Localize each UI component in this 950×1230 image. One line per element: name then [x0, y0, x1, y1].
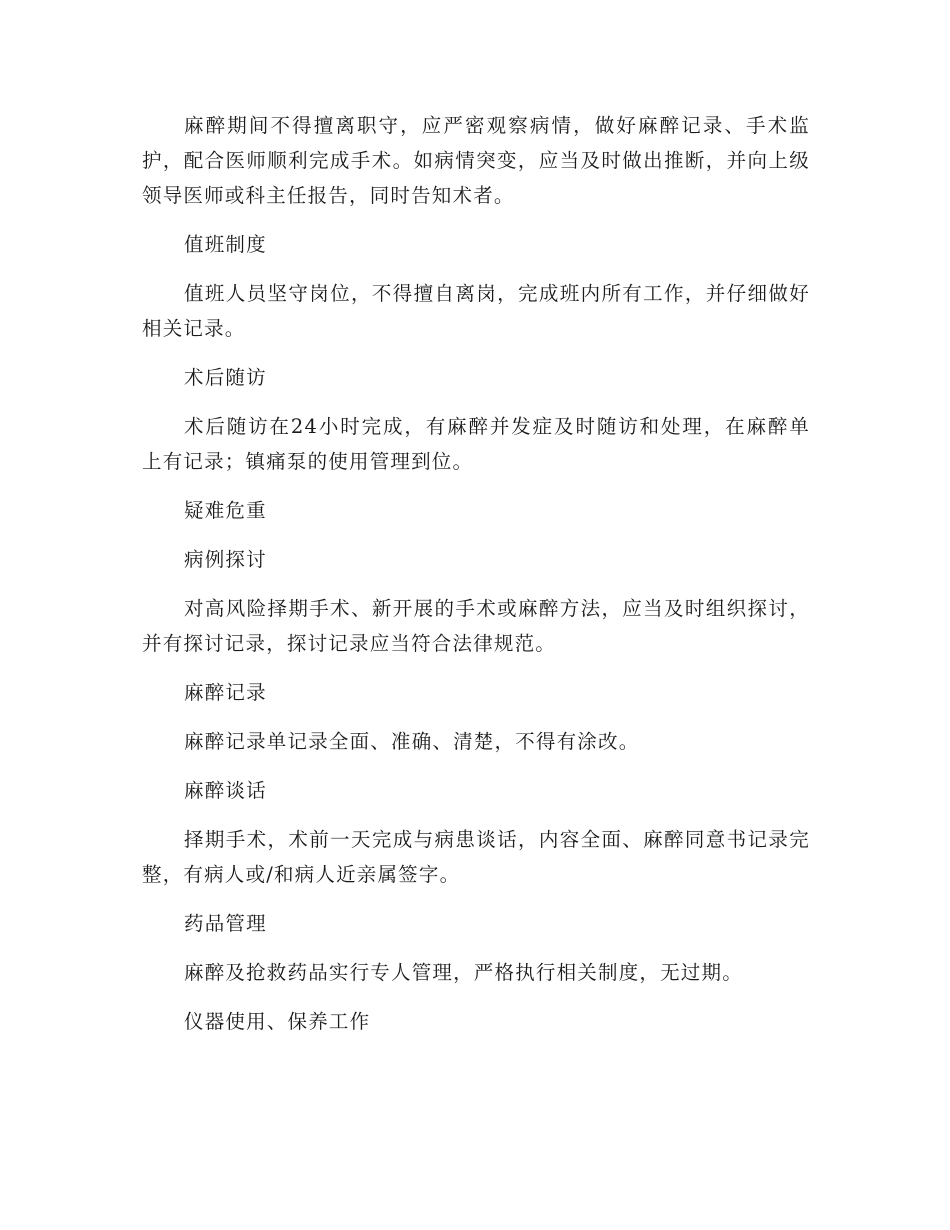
- paragraph-duty-system: 值班人员坚守岗位，不得擅自离岗，完成班内所有工作，并仔细做好相关记录。: [142, 282, 810, 340]
- paragraph-anesthesia-talk: 择期手术，术前一天完成与病患谈话，内容全面、麻醉同意书记录完整，有病人或/和病人近亲属签字。: [142, 828, 810, 886]
- heading-anesthesia-record: 麻醉记录: [184, 681, 267, 704]
- heading-case-discussion: 病例探讨: [184, 548, 267, 571]
- heading-anesthesia-talk: 麻醉谈话: [184, 779, 267, 802]
- heading-duty-system: 值班制度: [184, 233, 267, 256]
- heading-equipment-maintenance: 仪器使用、保养工作: [184, 1010, 371, 1033]
- paragraph-drug-management: 麻醉及抢救药品实行专人管理，严格执行相关制度，无过期。: [184, 961, 743, 984]
- document-body: [142, 108, 810, 1039]
- heading-drug-management: 药品管理: [184, 912, 267, 935]
- heading-difficult-critical: 疑难危重: [184, 499, 267, 522]
- heading-postoperative-followup: 术后随访: [184, 366, 267, 389]
- paragraph-anesthesia-record: 麻醉记录单记录全面、准确、清楚，不得有涂改。: [184, 730, 640, 753]
- paragraph-anesthesia-duty: 麻醉期间不得擅离职守，应严密观察病情，做好麻醉记录、手术监护，配合医师顺利完成手术。如病情突变，应当及时做出推断，并向上级领导医师或科主任报告，同时告知术者。: [142, 114, 810, 207]
- paragraph-postoperative-followup: 术后随访在24小时完成，有麻醉并发症及时随访和处理，在麻醉单上有记录；镇痛泵的使用管理到位。: [142, 415, 810, 473]
- paragraph-case-discussion: 对高风险择期手术、新开展的手术或麻醉方法，应当及时组织探讨，并有探讨记录，探讨记录应当符合法律规范。: [142, 597, 810, 655]
